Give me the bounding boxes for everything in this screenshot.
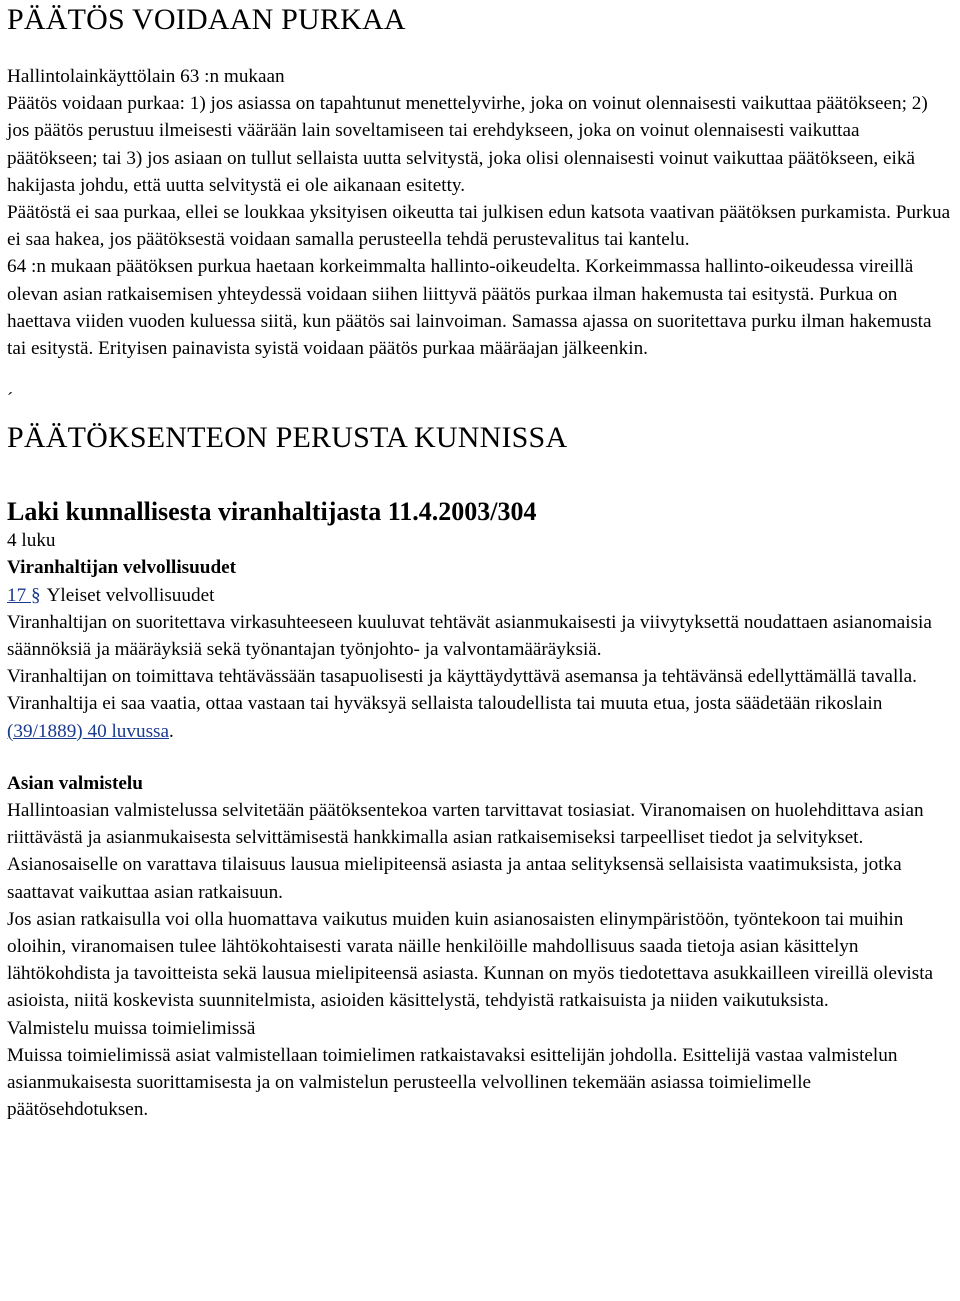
paragraph-purkuhakemus: 64 :n mukaan päätöksen purkua haetaan korkeimmalta hallinto-oikeudelta. Korkeimmassa hallinto-oikeudessa vireillä olevan asian ratkaisemisen yhteydessä voidaan siihen liittyvä päätös purkaa ilman hakemusta tai esitystä. Purkua on haettava viiden vuoden kuluessa siitä, kun päätös sai lainvoiman. Samassa ajassa on suoritettava purku ilman hakemusta tai esitystä. Erityisen painavista syistä voidaan päätös purkaa määräajan jälkeenkin.: [7, 256, 932, 360]
heading-paatos-voidaan-purkaa: PÄÄTÖS VOIDAAN PURKAA: [7, 3, 406, 36]
paragraph-purkuperusteet: Päätös voidaan purkaa: 1) jos asiassa on tapahtunut menettelyvirhe, joka on voinut olennaisesti vaikuttaa päätökseen; 2) jos päätös perustuu ilmeisesti väärään lain soveltamiseen tai erehdykseen, joka on voinut olennaisesti vaikuttaa päätökseen; tai 3) jos asiaan on tullut sellaista uutta selvitystä, joka olisi olennaisesti voinut vaikuttaa päätökseen, eikä hakijasta johdu, että uutta selvitystä ei ole aikanaan esitetty.: [7, 93, 928, 196]
heading-paatoksenteon-perusta: PÄÄTÖKSENTEON PERUSTA KUNNISSA: [7, 421, 568, 455]
section-purkaminen: [7, 63, 953, 362]
rikoslaki-link[interactable]: (39/1889) 40 luvussa: [7, 720, 170, 742]
paragraph-valmistelu-3: Muissa toimielimissä asiat valmistellaan toimielimen ratkaistavaksi esittelijän johdolla. Esittelijä vastaa valmistelun asianmukaisesta suorittamisesta ja on valmistelun perusteella velvollinen tekemään asiassa toimielimelle päätösehdotuksen.: [7, 1044, 898, 1121]
paragraph-velvollisuudet-1: Viranhaltijan on suoritettava virkasuhteeseen kuuluvat tehtävät asianmukaisesti ja viivytyksettä noudattaen asianomaisia säännöksiä ja määräyksiä sekä työnantajan työnjohto- ja valvontamääräyksiä.: [7, 611, 932, 661]
paragraph-valmistelu-1: Hallintoasian valmistelussa selvitetään päätöksentekoa varten tarvittavat tosiasiat. Viranomaisen on huolehdittava asian riittävästä ja asianmukaisesta selvittämisestä hankkimalla asian ratkaisemiseksi tarpeelliset tiedot ja selvitykset. Asianosaiselle on varattava tilaisuus lausua mielipiteensä asiasta ja antaa selityksensä sellaisista vaatimuksista, jotka saattavat vaikuttaa asian ratkaisuun.: [7, 800, 924, 903]
p3-text-before: Viranhaltija ei saa vaatia, ottaa vastaan tai hyväksyä sellaista taloudellista tai muuta etua, josta säädetään rikoslain: [7, 693, 883, 715]
heading-asian-valmistelu: Asian valmistelu: [7, 772, 143, 794]
law-title: Laki kunnallisesta viranhaltijasta 11.4.2003/304: [7, 497, 537, 527]
section-17-link[interactable]: [7, 585, 41, 606]
chapter-title: Viranhaltijan velvollisuudet: [7, 557, 237, 579]
section-heading: [7, 582, 953, 609]
section-title: Yleiset velvollisuudet: [46, 584, 215, 606]
paragraph-velvollisuudet-2: Viranhaltijan on toimittava tehtävässään tasapuolisesti ja käyttäydyttävä asemansa ja tehtävänsä edellyttämällä tavalla.: [7, 666, 917, 688]
spacer: [7, 745, 953, 770]
section-number: 17: [7, 584, 27, 606]
law-reference: Hallintolainkäyttölain 63 :n mukaan: [7, 66, 285, 87]
title-block: [7, 0, 953, 57]
chapter-label: 4 luku: [7, 530, 56, 552]
subheading-muut-toimielimet: Valmistelu muissa toimielimissä: [7, 1017, 256, 1039]
paragraph-valmistelu-2: Jos asian ratkaisulla voi olla huomattava vaikutus muiden kuin asianosaisten elinympäristöön, työntekoon tai muihin oloihin, viranomaisen tulee lähtökohtaisesti varata näille henkilöille mahdollisuus saada tietoja asian käsittelyn lähtökohdista ja tavoitteista sekä lausua mielipiteensä asiasta. Kunnan on myös tiedotettava asukkailleen vireillä olevista asioista, niitä koskevista suunnitelmista, asioiden käsittelystä, tehdyistä ratkaisuista ja niiden vaikutuksista.: [7, 908, 934, 1012]
stray-mark: ´: [7, 389, 13, 410]
section-sign-icon: §: [30, 584, 41, 606]
paragraph-velvollisuudet-3: [7, 690, 953, 744]
p3-text-after: .: [169, 720, 174, 742]
paragraph-purkurajoitus: Päätöstä ei saa purkaa, ellei se loukkaa yksityisen oikeutta tai julkisen edun katsota vaativan päätöksen purkamista. Purkua ei saa hakea, jos päätöksestä voidaan samalla perusteella tehdä perustevalitus tai kantelu.: [7, 202, 951, 251]
